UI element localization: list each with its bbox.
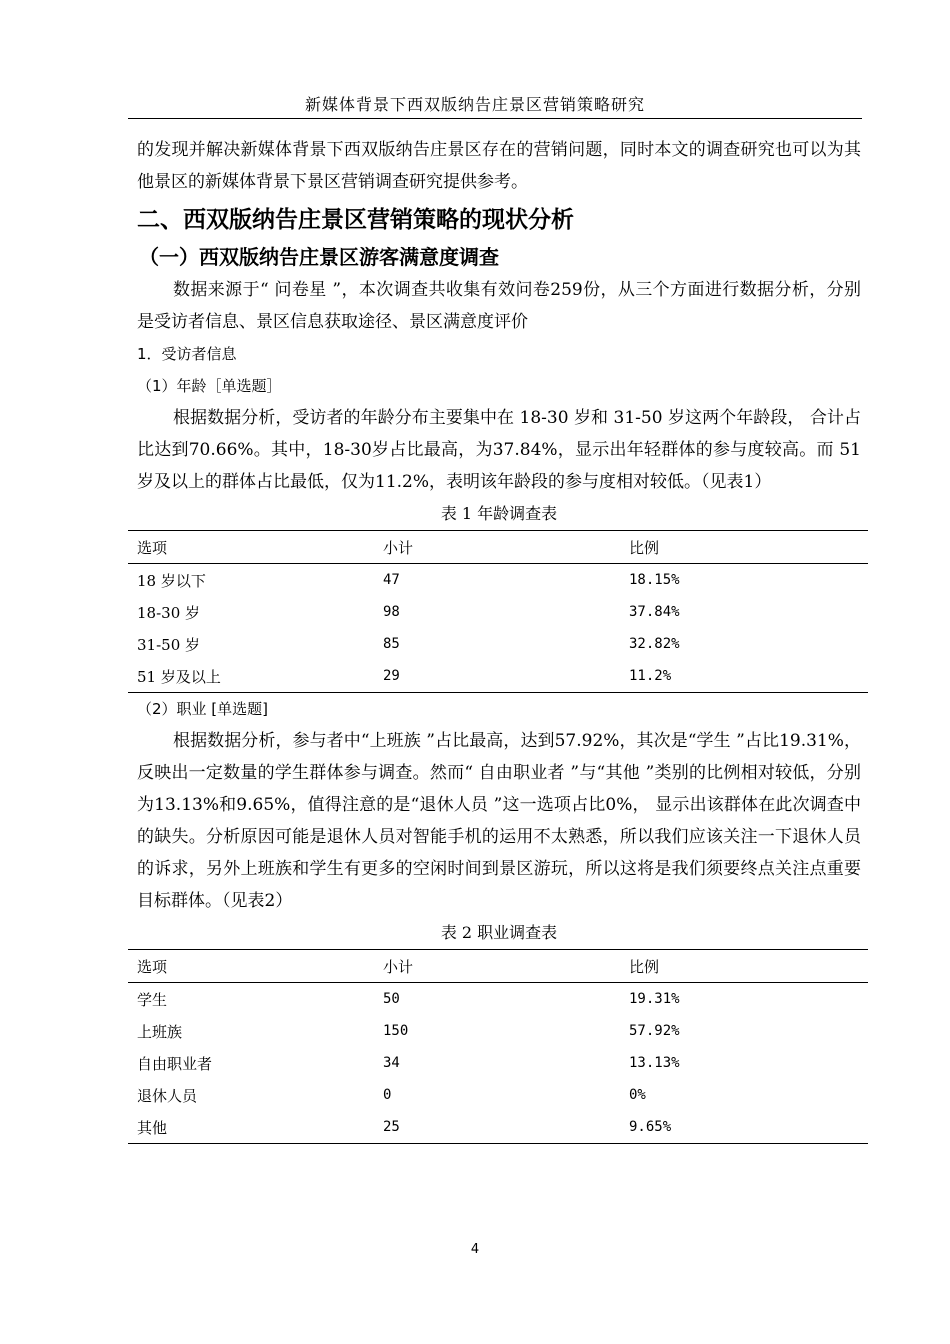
- table-row: [128, 1079, 868, 1111]
- table-row: [128, 660, 868, 693]
- section-heading: 二、西双版纳告庄景区营销策略的现状分析: [137, 207, 574, 233]
- table-header-cell: 小计: [383, 957, 414, 976]
- option-cell: 退休人员: [137, 1086, 198, 1105]
- option-cell: 上班族: [137, 1022, 183, 1041]
- table-row: [128, 596, 868, 628]
- table-header-cell: 比例: [629, 957, 660, 976]
- ratio-cell: 11.2%: [629, 668, 672, 684]
- ratio-cell: 57.92%: [629, 1023, 680, 1039]
- count-cell: 34: [383, 1055, 400, 1071]
- count-cell: 50: [383, 991, 400, 1007]
- table-header-cell: 比例: [629, 538, 660, 557]
- table-row: [128, 628, 868, 660]
- option-cell: 18-30 岁: [137, 603, 201, 622]
- table-header-cell: 选项: [137, 538, 168, 557]
- table-row: [128, 1015, 868, 1047]
- option-cell: 31-50 岁: [137, 635, 201, 654]
- option-cell: 其他: [137, 1118, 168, 1137]
- option-cell: 自由职业者: [137, 1054, 213, 1073]
- ratio-cell: 9.65%: [629, 1119, 672, 1135]
- table-header-row: [128, 531, 868, 564]
- page-number: 4: [470, 1242, 480, 1257]
- table-header-cell: 选项: [137, 957, 168, 976]
- ratio-cell: 19.31%: [629, 991, 680, 1007]
- count-cell: 0: [383, 1087, 392, 1103]
- count-cell: 85: [383, 636, 400, 652]
- table-header-cell: 小计: [383, 538, 414, 557]
- count-cell: 25: [383, 1119, 400, 1135]
- age-table: [128, 530, 868, 693]
- subsection-heading: （一）西双版纳告庄景区游客满意度调查: [139, 245, 499, 269]
- table-header-row: [128, 950, 868, 983]
- header-divider: [128, 118, 862, 119]
- question-heading-occupation: （2）职业 [单选题]: [137, 700, 269, 718]
- question-heading-age: （1）年龄［单选题］: [137, 377, 282, 395]
- ratio-cell: 37.84%: [629, 604, 680, 620]
- table2-caption: 表 2 职业调查表: [440, 923, 558, 942]
- item-heading-respondent-info: 1．受访者信息: [137, 345, 237, 363]
- table-row: [128, 564, 868, 597]
- occupation-analysis-paragraph: 根据数据分析，参与者中“上班族 ”占比最高，达到57.92%，其次是“学生 ”占比19.31%，反映出一定数量的学生群体参与调查。然而“ 自由职业者 ”与“其他 ”类别的比例相对较低，分别为13.13%和9.65%，值得注意的是“退休人员 ”这一选项占比0%， 显示出该群体在此次调查中的缺失。分析原因可能是退休人员对智能手机的运用不太熟悉，所以我们应该关注一下退休人员的诉求，另外上班族和学生有更多的空闲时间到景区游玩，所以这将是我们须要终点关注点重要目标群体。（见表2）: [137, 731, 861, 911]
- option-cell: 学生: [137, 990, 168, 1009]
- table-row: [128, 1047, 868, 1079]
- table1-caption: 表 1 年龄调查表: [440, 504, 558, 523]
- intro-paragraph: 的发现并解决新媒体背景下西双版纳告庄景区存在的营销问题，同时本文的调查研究也可以为其他景区的新媒体背景下景区营销调查研究提供参考。: [137, 140, 861, 192]
- count-cell: 47: [383, 572, 400, 588]
- count-cell: 150: [383, 1023, 409, 1039]
- table-row: [128, 983, 868, 1016]
- option-cell: 18 岁以下: [137, 571, 206, 590]
- page-body: [137, 134, 861, 1144]
- count-cell: 98: [383, 604, 400, 620]
- ratio-cell: 32.82%: [629, 636, 680, 652]
- age-analysis-paragraph: 根据数据分析，受访者的年龄分布主要集中在 18-30 岁和 31-50 岁这两个年龄段， 合计占比达到70.66%。其中，18-30岁占比最高，为37.84%，显示出年轻群体的参与度较高。而 51 岁及以上的群体占比最低，仅为11.2%，表明该年龄段的参与度相对较低。（见表1）: [137, 408, 861, 492]
- table-row: [128, 1111, 868, 1144]
- option-cell: 51 岁及以上: [137, 667, 221, 686]
- ratio-cell: 0%: [629, 1087, 646, 1103]
- count-cell: 29: [383, 668, 400, 684]
- running-header-title: 新媒体背景下西双版纳告庄景区营销策略研究: [304, 95, 645, 114]
- ratio-cell: 13.13%: [629, 1055, 680, 1071]
- data-source-paragraph: 数据来源于“ 问卷星 ”，本次调查共收集有效问卷259份，从三个方面进行数据分析，分别是受访者信息、景区信息获取途径、景区满意度评价: [137, 280, 861, 332]
- occupation-table: [128, 949, 868, 1144]
- ratio-cell: 18.15%: [629, 572, 680, 588]
